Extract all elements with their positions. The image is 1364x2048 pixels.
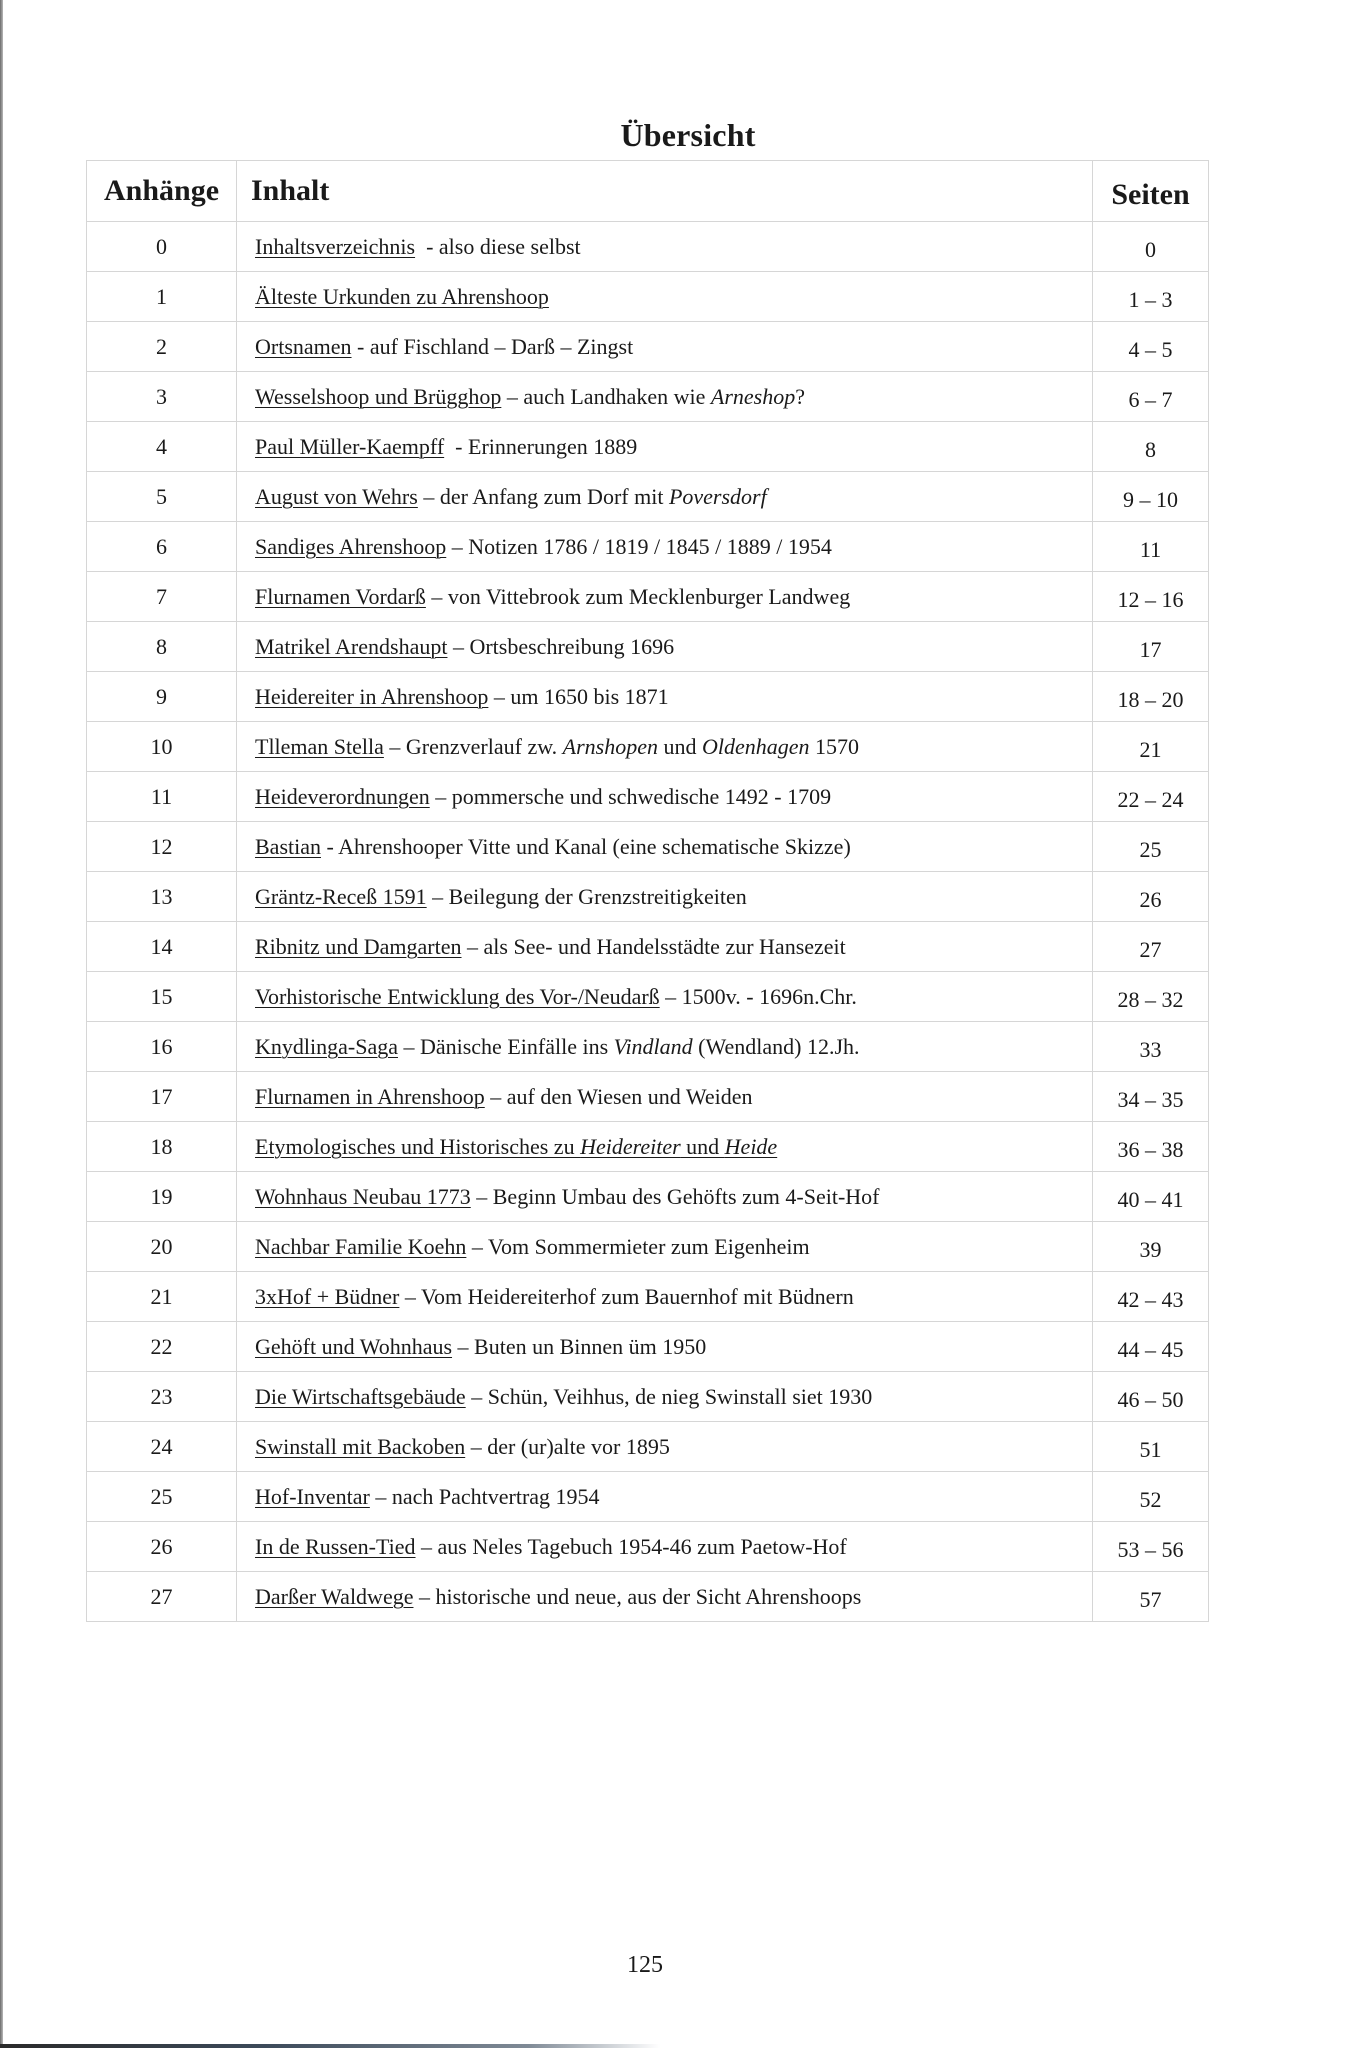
table-row [87, 272, 1209, 322]
page-range: 36 – 38 [1093, 1122, 1209, 1172]
table-row [87, 322, 1209, 372]
table-body [87, 222, 1209, 1622]
appendix-topic-link[interactable]: Sandiges Ahrenshoop [255, 533, 447, 559]
appendix-content [237, 1572, 1093, 1622]
appendix-description: Beginn Umbau des Gehöfts zum 4-Seit-Hof [492, 1183, 880, 1209]
table-row [87, 772, 1209, 822]
table-row [87, 1272, 1209, 1322]
separator: – [452, 1333, 475, 1359]
appendix-topic-link[interactable]: Wesselshoop und Brügghop [255, 383, 502, 409]
table-row [87, 622, 1209, 672]
appendix-number: 20 [87, 1222, 237, 1272]
appendix-number: 16 [87, 1022, 237, 1072]
separator: – [417, 483, 440, 509]
separator: – [466, 1233, 488, 1259]
table-row [87, 1022, 1209, 1072]
table-row [87, 1572, 1209, 1622]
appendix-topic-link[interactable]: Vorhistorische Entwicklung des Vor-/Neudarß [255, 983, 660, 1009]
page-range: 57 [1093, 1572, 1209, 1622]
appendix-number: 17 [87, 1072, 237, 1122]
separator: – [413, 1583, 436, 1609]
table-row [87, 822, 1209, 872]
appendix-content [237, 472, 1093, 522]
appendix-content [237, 1122, 1093, 1172]
page-range: 22 – 24 [1093, 772, 1209, 822]
appendix-topic-link[interactable]: Heidereiter in Ahrenshoop [255, 683, 489, 709]
table-row [87, 1472, 1209, 1522]
table-row [87, 672, 1209, 722]
appendix-description: pommersche und schwedische 1492 - 1709 [451, 783, 832, 809]
table-row [87, 522, 1209, 572]
appendix-description: also diese selbst [438, 233, 581, 259]
scan-bottom-edge [0, 2044, 660, 2048]
page-range: 11 [1093, 522, 1209, 572]
separator: – [484, 1083, 507, 1109]
appendix-description: Ortsbeschreibung 1696 [469, 633, 675, 659]
separator: - [444, 433, 468, 459]
appendix-number: 4 [87, 422, 237, 472]
appendix-description: der Anfang zum Dorf mit Poversdorf [439, 483, 767, 509]
appendix-content [237, 1222, 1093, 1272]
page-range: 21 [1093, 722, 1209, 772]
appendix-content [237, 1472, 1093, 1522]
table-row [87, 1372, 1209, 1422]
separator: – [465, 1383, 488, 1409]
separator: – [399, 1283, 421, 1309]
table-row [87, 472, 1209, 522]
table-row [87, 572, 1209, 622]
appendix-topic-link[interactable]: Etymologisches und Historisches zu Heidereiter und Heide [255, 1133, 778, 1159]
appendix-number: 5 [87, 472, 237, 522]
appendix-topic-link[interactable]: Älteste Urkunden zu Ahrenshoop [255, 283, 549, 309]
separator: – [465, 1433, 488, 1459]
appendix-content [237, 1322, 1093, 1372]
appendix-topic-link[interactable]: Ortsnamen [255, 333, 352, 359]
appendix-description: als See- und Handelsstädte zur Hansezeit [483, 933, 846, 959]
appendix-content [237, 1272, 1093, 1322]
appendix-description: aus Neles Tagebuch 1954-46 zum Paetow-Hof [437, 1533, 847, 1559]
separator: - [351, 333, 370, 359]
appendix-content [237, 972, 1093, 1022]
appendix-topic-link[interactable]: Flurnamen Vordarß [255, 583, 426, 609]
appendix-topic-link[interactable]: Paul Müller-Kaempff [255, 433, 445, 459]
appendix-topic-link[interactable]: 3xHof + Büdner [255, 1283, 400, 1309]
appendix-description: Buten un Binnen üm 1950 [474, 1333, 707, 1359]
appendix-number: 13 [87, 872, 237, 922]
appendix-content [237, 1022, 1093, 1072]
separator: – [383, 733, 406, 759]
appendix-content [237, 272, 1093, 322]
table-row [87, 922, 1209, 972]
appendix-topic-link[interactable]: Wohnhaus Neubau 1773 [255, 1183, 471, 1209]
page-range: 6 – 7 [1093, 372, 1209, 422]
appendix-topic-link[interactable]: Swinstall mit Backoben [255, 1433, 466, 1459]
appendix-overview-table [86, 160, 1209, 1622]
page-range: 4 – 5 [1093, 322, 1209, 372]
scan-left-edge [0, 0, 3, 2048]
appendix-content [237, 222, 1093, 272]
appendix-description: 1500v. - 1696n.Chr. [681, 983, 857, 1009]
page-range: 26 [1093, 872, 1209, 922]
appendix-topic-link[interactable]: Knydlinga-Saga [255, 1033, 398, 1059]
table-row [87, 972, 1209, 1022]
table-row [87, 422, 1209, 472]
appendix-description: Notizen 1786 / 1819 / 1845 / 1889 / 1954 [468, 533, 832, 559]
appendix-description: Dänische Einfälle ins Vindland (Wendland) 12.Jh. [419, 1033, 860, 1059]
appendix-number: 21 [87, 1272, 237, 1322]
table-row [87, 1522, 1209, 1572]
appendix-number: 19 [87, 1172, 237, 1222]
appendix-content [237, 872, 1093, 922]
page-range: 12 – 16 [1093, 572, 1209, 622]
page-range: 52 [1093, 1472, 1209, 1522]
appendix-number: 23 [87, 1372, 237, 1422]
appendix-topic-link[interactable]: Darßer Waldwege [255, 1583, 414, 1609]
appendix-content [237, 1422, 1093, 1472]
appendix-number: 22 [87, 1322, 237, 1372]
page-title: Übersicht [620, 117, 756, 154]
appendix-number: 25 [87, 1472, 237, 1522]
appendix-content [237, 1372, 1093, 1422]
appendix-topic-link[interactable]: Die Wirtschaftsgebäude [255, 1383, 466, 1409]
appendix-number: 6 [87, 522, 237, 572]
page-range: 51 [1093, 1422, 1209, 1472]
page-range: 27 [1093, 922, 1209, 972]
table-row [87, 1172, 1209, 1222]
page-range: 17 [1093, 622, 1209, 672]
page-range: 0 [1093, 222, 1209, 272]
appendix-topic-link[interactable]: Heideverordnungen [255, 783, 430, 809]
appendix-number: 7 [87, 572, 237, 622]
appendix-content [237, 522, 1093, 572]
page-range: 25 [1093, 822, 1209, 872]
column-header-content: Inhalt [237, 161, 1093, 222]
separator: – [397, 1033, 420, 1059]
separator: – [447, 633, 470, 659]
appendix-number: 11 [87, 772, 237, 822]
appendix-topic-link[interactable]: Bastian [255, 833, 321, 859]
appendix-description: Schün, Veihhus, de nieg Swinstall siet 1930 [487, 1383, 873, 1409]
appendix-description: nach Pachtvertrag 1954 [391, 1483, 600, 1509]
appendix-description: Vom Sommermieter zum Eigenheim [487, 1233, 810, 1259]
appendix-content [237, 722, 1093, 772]
appendix-topic-link[interactable]: Matrikel Arendshaupt [255, 633, 448, 659]
page-range: 34 – 35 [1093, 1072, 1209, 1122]
appendix-content [237, 672, 1093, 722]
appendix-content [237, 1522, 1093, 1572]
table-row [87, 1422, 1209, 1472]
appendix-topic-link[interactable]: Tlleman Stella [255, 733, 384, 759]
separator: – [488, 683, 511, 709]
appendix-topic-link[interactable]: Inhaltsverzeichnis [255, 233, 416, 259]
appendix-content [237, 572, 1093, 622]
appendix-topic-link[interactable]: Gehöft und Wohnhaus [255, 1333, 453, 1359]
page-range: 40 – 41 [1093, 1172, 1209, 1222]
page-range: 1 – 3 [1093, 272, 1209, 322]
appendix-description: der (ur)alte vor 1895 [487, 1433, 670, 1459]
appendix-description: auf Fischland – Darß – Zingst [369, 333, 634, 359]
appendix-number: 12 [87, 822, 237, 872]
appendix-description: auf den Wiesen und Weiden [506, 1083, 753, 1109]
appendix-number: 1 [87, 272, 237, 322]
appendix-topic-link[interactable]: Ribnitz und Damgarten [255, 933, 462, 959]
table-row [87, 722, 1209, 772]
appendix-description: um 1650 bis 1871 [510, 683, 669, 709]
appendix-content [237, 822, 1093, 872]
table-row [87, 372, 1209, 422]
appendix-number: 0 [87, 222, 237, 272]
separator: – [415, 1533, 438, 1559]
appendix-content [237, 1172, 1093, 1222]
appendix-description: von Vittebrook zum Mecklenburger Landweg [447, 583, 851, 609]
appendix-topic-link[interactable]: Gräntz-Receß 1591 [255, 883, 427, 909]
page-range: 42 – 43 [1093, 1272, 1209, 1322]
table-header-row [87, 161, 1209, 222]
appendix-number: 10 [87, 722, 237, 772]
table-row [87, 222, 1209, 272]
table-row [87, 1322, 1209, 1372]
separator: – [429, 783, 452, 809]
appendix-number: 18 [87, 1122, 237, 1172]
appendix-number: 14 [87, 922, 237, 972]
appendix-content [237, 322, 1093, 372]
column-header-appendix: Anhänge [87, 161, 237, 222]
table-row [87, 1072, 1209, 1122]
table-row [87, 1222, 1209, 1272]
page-range: 8 [1093, 422, 1209, 472]
separator: - [321, 833, 339, 859]
appendix-content [237, 922, 1093, 972]
appendix-description: auch Landhaken wie Arneshop? [523, 383, 805, 409]
table-row [87, 872, 1209, 922]
separator: – [659, 983, 682, 1009]
page-range: 53 – 56 [1093, 1522, 1209, 1572]
appendix-number: 27 [87, 1572, 237, 1622]
appendix-description: Erinnerungen 1889 [468, 433, 638, 459]
page-range: 46 – 50 [1093, 1372, 1209, 1422]
separator: – [446, 533, 469, 559]
appendix-content [237, 372, 1093, 422]
page-range: 18 – 20 [1093, 672, 1209, 722]
appendix-number: 9 [87, 672, 237, 722]
appendix-content [237, 772, 1093, 822]
page-range: 44 – 45 [1093, 1322, 1209, 1372]
appendix-content [237, 622, 1093, 672]
appendix-number: 26 [87, 1522, 237, 1572]
appendix-topic-link[interactable]: Flurnamen in Ahrenshoop [255, 1083, 485, 1109]
appendix-number: 3 [87, 372, 237, 422]
page-range: 39 [1093, 1222, 1209, 1272]
page-range: 9 – 10 [1093, 472, 1209, 522]
separator: – [470, 1183, 493, 1209]
table-row [87, 1122, 1209, 1172]
separator: – [461, 933, 484, 959]
appendix-topic-link[interactable]: Nachbar Familie Koehn [255, 1233, 467, 1259]
separator: - [415, 233, 439, 259]
separator: – [425, 583, 448, 609]
separator: – [369, 1483, 392, 1509]
appendix-number: 15 [87, 972, 237, 1022]
separator: – [426, 883, 449, 909]
appendix-description: Vom Heidereiterhof zum Bauernhof mit Büdnern [421, 1283, 854, 1309]
appendix-topic-link[interactable]: In de Russen-Tied [255, 1533, 416, 1559]
appendix-content [237, 422, 1093, 472]
page-range: 28 – 32 [1093, 972, 1209, 1022]
appendix-description: Ahrenshooper Vitte und Kanal (eine schematische Skizze) [338, 833, 851, 859]
appendix-description: Beilegung der Grenzstreitigkeiten [448, 883, 747, 909]
appendix-content [237, 1072, 1093, 1122]
page-number: 125 [627, 1952, 663, 1978]
appendix-description: Grenzverlauf zw. Arnshopen und Oldenhagen 1570 [405, 733, 860, 759]
appendix-number: 2 [87, 322, 237, 372]
appendix-number: 8 [87, 622, 237, 672]
appendix-description: historische und neue, aus der Sicht Ahrenshoops [435, 1583, 862, 1609]
separator: – [501, 383, 524, 409]
appendix-topic-link[interactable]: Hof-Inventar [255, 1483, 370, 1509]
page-range: 33 [1093, 1022, 1209, 1072]
column-header-pages: Seiten [1093, 161, 1209, 222]
appendix-topic-link[interactable]: August von Wehrs [255, 483, 418, 509]
appendix-number: 24 [87, 1422, 237, 1472]
